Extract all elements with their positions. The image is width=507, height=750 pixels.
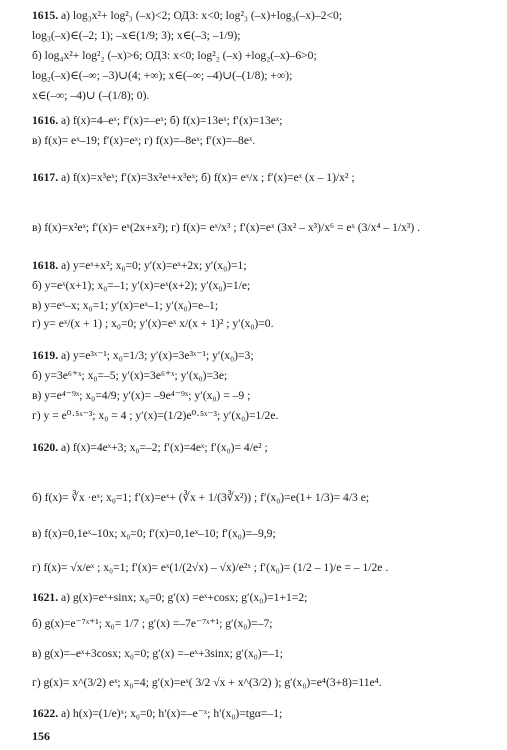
line-1621d: г) g(x)= x^(3/2) eˣ; x₀=4; g′(x)=eˣ( 3/2 √x + x^(3/2) ); g′(x₀)=e⁴(3+8)=11e⁴.	[32, 676, 382, 689]
line-1622a: 1622. а) h(x)=(1/e)ˣ; x₀=0; h′(x)=–e⁻ˣ; h′(x₀)=tgα=–1;	[32, 707, 283, 720]
line-1618d: г) y= eˣ/(x + 1) ; x₀=0; y′(x)=eˣ x/(x + 1)² ; y′(x₀)=0.	[32, 317, 274, 330]
line-1616c: в) f(x)= eˣ–19; f′(x)=eˣ; г) f(x)=–8eˣ; f′(x)=–8eˣ.	[32, 134, 256, 147]
line-1621b: б) g(x)=e⁻⁷ˣ⁺¹; x₀= 1/7 ; g′(x) =–7e⁻⁷ˣ⁺¹; g′(x₀)=–7;	[32, 617, 273, 630]
line-1618a: 1618. а) y=eˣ+x²; x₀=0; y′(x)=eˣ+2x; y′(x₀)=1;	[32, 259, 247, 272]
line-1621c: в) g(x)=–eˣ+3cosx; x₀=0; g′(x) =–eˣ+3sinx; g′(x₀)=–1;	[32, 647, 283, 660]
line-1615a-2: log₃(–x)∈(–2; 1); –x∈(1/9; 3); x∈(–3; –1/9);	[32, 29, 241, 42]
line-1615b-2: log₂(–x)∈(–∞; –3)∪(4; +∞); x∈(–∞; –4)∪(–(1/8); +∞);	[32, 69, 293, 82]
line-1617c: в) f(x)=x²eˣ; f′(x)= eˣ(2x+x²); г) f(x)= eˣ/x³ ; f′(x)=eˣ (3x² – x³)/x⁶ = eˣ (3/x⁴ – 1/x³) .	[32, 221, 421, 234]
line-1621a: 1621. а) g(x)=eˣ+sinx; x₀=0; g′(x) =eˣ+cosx; g′(x₀)=1+1=2;	[32, 591, 308, 604]
line-1618c: в) y=eˣ–x; x₀=1; y′(x)=eˣ–1; y′(x₀)=e–1;	[32, 299, 219, 312]
line-1620d: г) f(x)= √x/eˣ ; x₀=1; f′(x)= eˣ(1/(2√x) – √x)/e²ˣ ; f′(x₀)= (1/2 – 1)/e = – 1/2e .	[32, 561, 389, 574]
line-1615a: 1615. а) log₃x²+ log²₃ (–x)<2; ОДЗ: x<0; log²₃ (–x)+log₃(–x)–2<0;	[32, 9, 343, 22]
line-1619c: в) y=e⁴⁻⁹ˣ; x₀=4/9; y′(x)= –9e⁴⁻⁹ˣ; y′(x₀) = –9 ;	[32, 389, 251, 402]
line-1615b-3: x∈(–∞; –4)∪ (–(1/8); 0).	[32, 89, 150, 102]
line-1620b: б) f(x)= ∛x ·eˣ; x₀=1; f′(x)=eˣ+ (∛x + 1/(3∛x²)) ; f′(x₀)=e(1+ 1/3)= 4/3 e;	[32, 491, 370, 504]
line-1615b: б) log₄x²+ log²₂ (–x)>6; ОДЗ: x<0; log²₂ (–x) +log₂(–x)–6>0;	[32, 49, 317, 62]
line-1619b: б) y=3e⁶⁺ˣ; x₀=–5; y′(x)=3e⁶⁺ˣ; y′(x₀)=3e;	[32, 369, 228, 382]
line-1619a: 1619. а) y=e³ˣ⁻¹; x₀=1/3; y′(x)=3e³ˣ⁻¹; y′(x₀)=3;	[32, 349, 254, 362]
line-1620c: в) f(x)=0,1eˣ–10x; x₀=0; f′(x)=0,1eˣ–10; f′(x₀)=–9,9;	[32, 527, 276, 540]
line-1616a: 1616. а) f(x)=4–eˣ; f′(x)=–eˣ; б) f(x)=13eˣ; f′(x)=13eˣ;	[32, 114, 283, 127]
line-1617a: 1617. а) f(x)=x³eˣ; f′(x)=3x²eˣ+x³eˣ; б) f(x)= eˣ/x ; f′(x)=eˣ (x – 1)/x² ;	[32, 171, 355, 184]
line-1620a: 1620. а) f(x)=4eˣ+3; x₀=–2; f′(x)=4eˣ; f′(x₀)= 4/e² ;	[32, 441, 268, 454]
line-1618b: б) y=eˣ(x+1); x₀=–1; y′(x)=eˣ(x+2); y′(x₀)=1/e;	[32, 279, 251, 292]
line-1619d: г) y = e⁰·⁵ˣ⁻³; x₀ = 4 ; y′(x)=(1/2)e⁰·⁵ˣ⁻³; y′(x₀)=1/2e.	[32, 409, 279, 422]
page-number: 156	[32, 729, 50, 743]
